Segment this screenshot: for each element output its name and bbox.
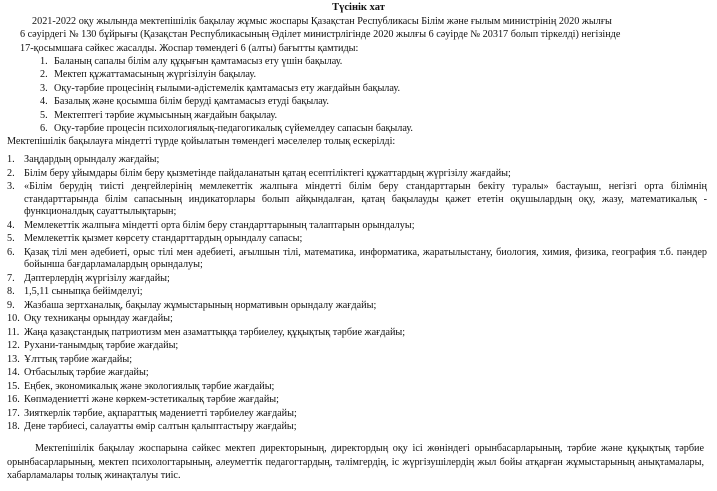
control-items-list	[7, 154, 707, 435]
list-number: 9.	[7, 299, 15, 311]
list-item	[7, 300, 707, 313]
list-item	[7, 233, 707, 246]
list-text: Оқу-тәрбие процесін психологиялық-педагогикалық сүйемелдеу сапасын бақылау.	[54, 123, 413, 135]
list-text: Баланың сапалы білім алу құқығын қамтамасыз ету үшін бақылау.	[54, 56, 343, 67]
list-number: 1.	[7, 154, 15, 165]
list-number: 11.	[7, 326, 20, 338]
list-text: Қазақ тілі мен әдебиеті, орыс тілі мен әдебиеті, ағылшын тілі, математика, информатика, жаратылыстану, биология, химия, физика, география т.б. пәндер бойынша бағдарламалардың орындалуы;	[24, 246, 707, 270]
list-text: Базалық және қосымша білім беруді қамтамасыз етуді бақылау.	[54, 96, 329, 108]
list-text: Мектеп құжаттамасының жүргізілуін бақылау.	[54, 69, 256, 81]
list-text: 1,5,11 сыныпқа бейімделуі;	[24, 286, 143, 297]
list-number: 2.	[7, 167, 15, 179]
list-text: Дене тәрбиесі, салауатты өмір салтын қалыптастыру жағдайы;	[24, 421, 297, 432]
list-item	[7, 408, 707, 421]
list-number: 7.	[7, 272, 15, 284]
list-number: 2.	[40, 69, 48, 81]
list-text: Еңбек, экономикалық және экологиялық тәрбие жағдайы;	[24, 380, 275, 392]
list-number: 18.	[7, 421, 20, 432]
list-text: Жаңа қазақстандық патриотизм мен азаматтыққа тәрбиелеу, құқықтық тәрбие жағдайы;	[24, 326, 406, 338]
list-text: Дәптерлердің жүргізілу жағдайы;	[24, 272, 170, 284]
list-text: Ұлттық тәрбие жағдайы;	[24, 353, 133, 365]
list-item	[7, 273, 707, 286]
list-text: Заңдардың орындалу жағдайы;	[24, 154, 160, 165]
list-text: Жазбаша зертханалық, бақылау жұмыстарының нормативын орындалу жағдайы;	[24, 299, 377, 311]
list-item	[7, 286, 707, 299]
list-item	[7, 247, 707, 272]
list-number: 15.	[7, 380, 20, 392]
list-item	[7, 168, 707, 181]
list-text: «Білім берудің тиісті деңгейлерінің мемлекеттік жалпыға міндетті білім беру стандарттарын бекіту туралы» бастауыш, негізгі орта білімнің стандарттарында білім сапасының индикаторлары болып айқындалған, қатаң бақылауды қажет ететін оқушылардың оқу, жазу, математикалық - функционалдық сауаттылықтарын;	[24, 181, 707, 217]
list-number: 4.	[7, 219, 15, 231]
list-text: Білім беру ұйымдары білім беру қызметінде пайдаланатын қатаң есептіліктегі құжаттардың жүргізілу жағдайы;	[24, 167, 511, 179]
list-item	[7, 367, 707, 380]
list-item	[7, 327, 707, 340]
list-text: Зияткерлік тәрбие, ақпараттық мәдениетті тәрбиелеу жағдайы;	[24, 407, 297, 419]
list-item	[7, 340, 707, 353]
list-number: 16.	[7, 394, 20, 405]
list-number: 5.	[40, 109, 48, 121]
list-item	[7, 381, 707, 394]
list-item	[40, 55, 640, 68]
list-number: 13.	[7, 353, 20, 365]
intro-line-2: 6 сәуірдегі № 130 бұйрығы (Қазақстан Республикасының Әділет министрлігінде 2020 жылғы 6 сәуірде № 20317 болып тіркелді) негізінде	[20, 29, 621, 41]
list-item	[7, 354, 707, 367]
list-item	[7, 394, 707, 407]
list-text: Оқу техникаңы орындау жағдайы;	[24, 313, 173, 324]
list-item	[7, 220, 707, 233]
list-number: 3.	[7, 181, 15, 192]
list-number: 1.	[40, 56, 48, 67]
list-item	[40, 82, 640, 95]
list-item	[40, 95, 640, 108]
list-item	[7, 421, 707, 434]
list-number: 6.	[7, 246, 15, 258]
document-title: Түсінік хат	[332, 2, 385, 13]
list-number: 4.	[40, 96, 48, 108]
intro-line-3: 17-қосымшаға сәйкес жасалды. Жоспар төмендегі 6 (алты) бағытты қамтиды:	[20, 42, 359, 54]
list-text: Оқу-тәрбие процесінің ғылыми-әдістемелік қамтамасыз ету жағдайын бақылау.	[54, 82, 400, 94]
closing-paragraph	[7, 442, 704, 483]
list-text: Отбасылық тәрбие жағдайы;	[24, 367, 149, 378]
list-item	[7, 154, 707, 167]
list-number: 6.	[40, 123, 48, 135]
intro-paragraph	[20, 15, 705, 55]
intro-line-1: 2021-2022 оқу жылында мектепішілік бақылау жұмыс жоспары Қазақстан Республикасы Білім және ғылым министрінің 2020 жылғы	[32, 16, 612, 27]
list-number: 12.	[7, 340, 20, 351]
closing-text: Мектепішілік бақылау жоспарына сәйкес мектеп директорының, директордың оқу ісі жөніндегі орынбасарларының, тәрбие және құқықтық тәрбие орынбасарларының, мектеп психологтарының, әлеуметтік педагогтардың, тәлімгердің, іс жүргізушілердің жыл бойы атқарған жұмыстарының анықтамалары, хабарламалары толық жинақталуы тиіс.	[7, 443, 704, 482]
list-number: 3.	[40, 82, 48, 94]
list-number: 5.	[7, 233, 15, 244]
list-item	[7, 181, 707, 219]
list-text: Мемлекеттік жалпыға міндетті орта білім беру стандарттарының талаптарын орындалуы;	[24, 219, 415, 231]
list-text: Мемлекеттік қызмет көрсету стандарттардың орындалу сапасы;	[24, 233, 303, 244]
list-number: 17.	[7, 407, 20, 419]
list-item	[7, 313, 707, 326]
directions-list	[40, 55, 640, 135]
list-item	[40, 68, 640, 81]
list-number: 8.	[7, 286, 15, 297]
list-item	[40, 122, 640, 135]
list-number: 14.	[7, 367, 20, 378]
list-text: Көпмәдениетті және көркем-эстетикалық тәрбие жағдайы;	[24, 394, 279, 405]
list-number: 10.	[7, 313, 20, 324]
lead-sentence: Мектепішілік бақылауға міндетті түрде қойылатын төмендегі мәселелер толық ескерілді:	[7, 136, 396, 147]
list-text: Рухани-танымдық тәрбие жағдайы;	[24, 340, 179, 351]
list-item	[40, 109, 640, 122]
list-text: Мектептегі тәрбие жұмысының жағдайын бақылау.	[54, 109, 278, 121]
